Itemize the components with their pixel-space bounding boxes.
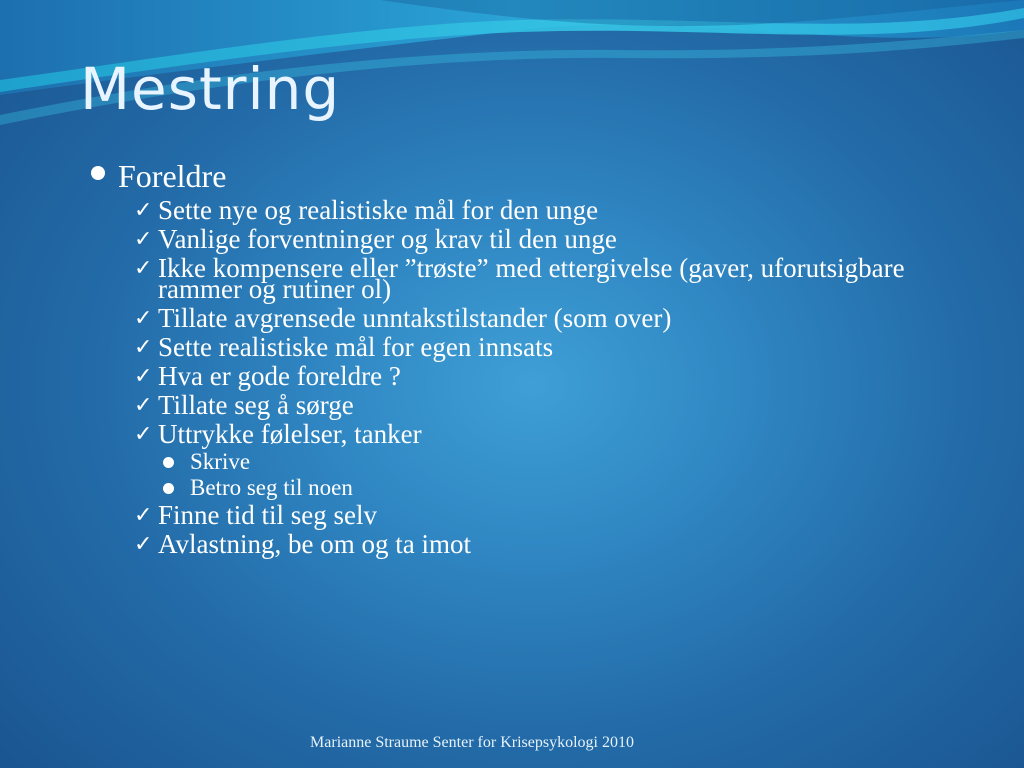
checkmark-icon: ✓ [134,364,153,389]
list-item-text: Betro seg til noen [190,475,353,500]
list-item [90,391,990,420]
checkmark-icon: ✓ [134,198,153,223]
list-item [90,225,990,254]
slide-footer: Marianne Straume Senter for Krisepsykologi 2010 [310,734,634,751]
list-item [90,501,990,530]
list-item [90,449,990,475]
list-item-text: Sette nye og realistiske mål for den unge [158,195,599,225]
list-item-text: Finne tid til seg selv [158,500,377,530]
list-item [90,156,990,196]
dot-icon [91,166,105,180]
checkmark-icon: ✓ [134,256,153,281]
list-item [90,333,990,362]
checkmark-icon: ✓ [134,393,153,418]
list-item-text: Foreldre [118,158,227,194]
list-item-text: Vanlige forventninger og krav til den unge [158,224,617,254]
list-item [90,196,990,225]
slide-title: Mestring [80,55,341,123]
list-item [90,304,990,333]
checkmark-icon: ✓ [134,422,153,447]
checkmark-icon: ✓ [134,532,153,557]
list-item-text: Tillate avgrensede unntakstilstander (som over) [158,303,672,333]
checkmark-icon: ✓ [134,503,153,528]
list-item-text: Hva er gode foreldre ? [158,361,401,391]
list-item [90,254,990,304]
list-item-text: Uttrykke følelser, tanker [158,419,422,449]
list-item [90,475,990,501]
list-item-text: Ikke kompensere eller ”trøste” med ettergivelse (gaver, uforutsigbare rammer og rutiner ol) [158,253,905,304]
checkmark-icon: ✓ [134,335,153,360]
dot-icon [163,483,174,494]
list-item [90,362,990,391]
dot-icon [163,457,174,468]
checkmark-icon: ✓ [134,306,153,331]
list-item-text: Tillate seg å sørge [158,390,354,420]
bullet-list [90,156,990,559]
list-item-text: Avlastning, be om og ta imot [158,529,471,559]
list-item-text: Sette realistiske mål for egen innsats [158,332,554,362]
checkmark-icon: ✓ [134,227,153,252]
list-item [90,530,990,559]
list-item-text: Skrive [190,449,251,474]
list-item [90,420,990,449]
